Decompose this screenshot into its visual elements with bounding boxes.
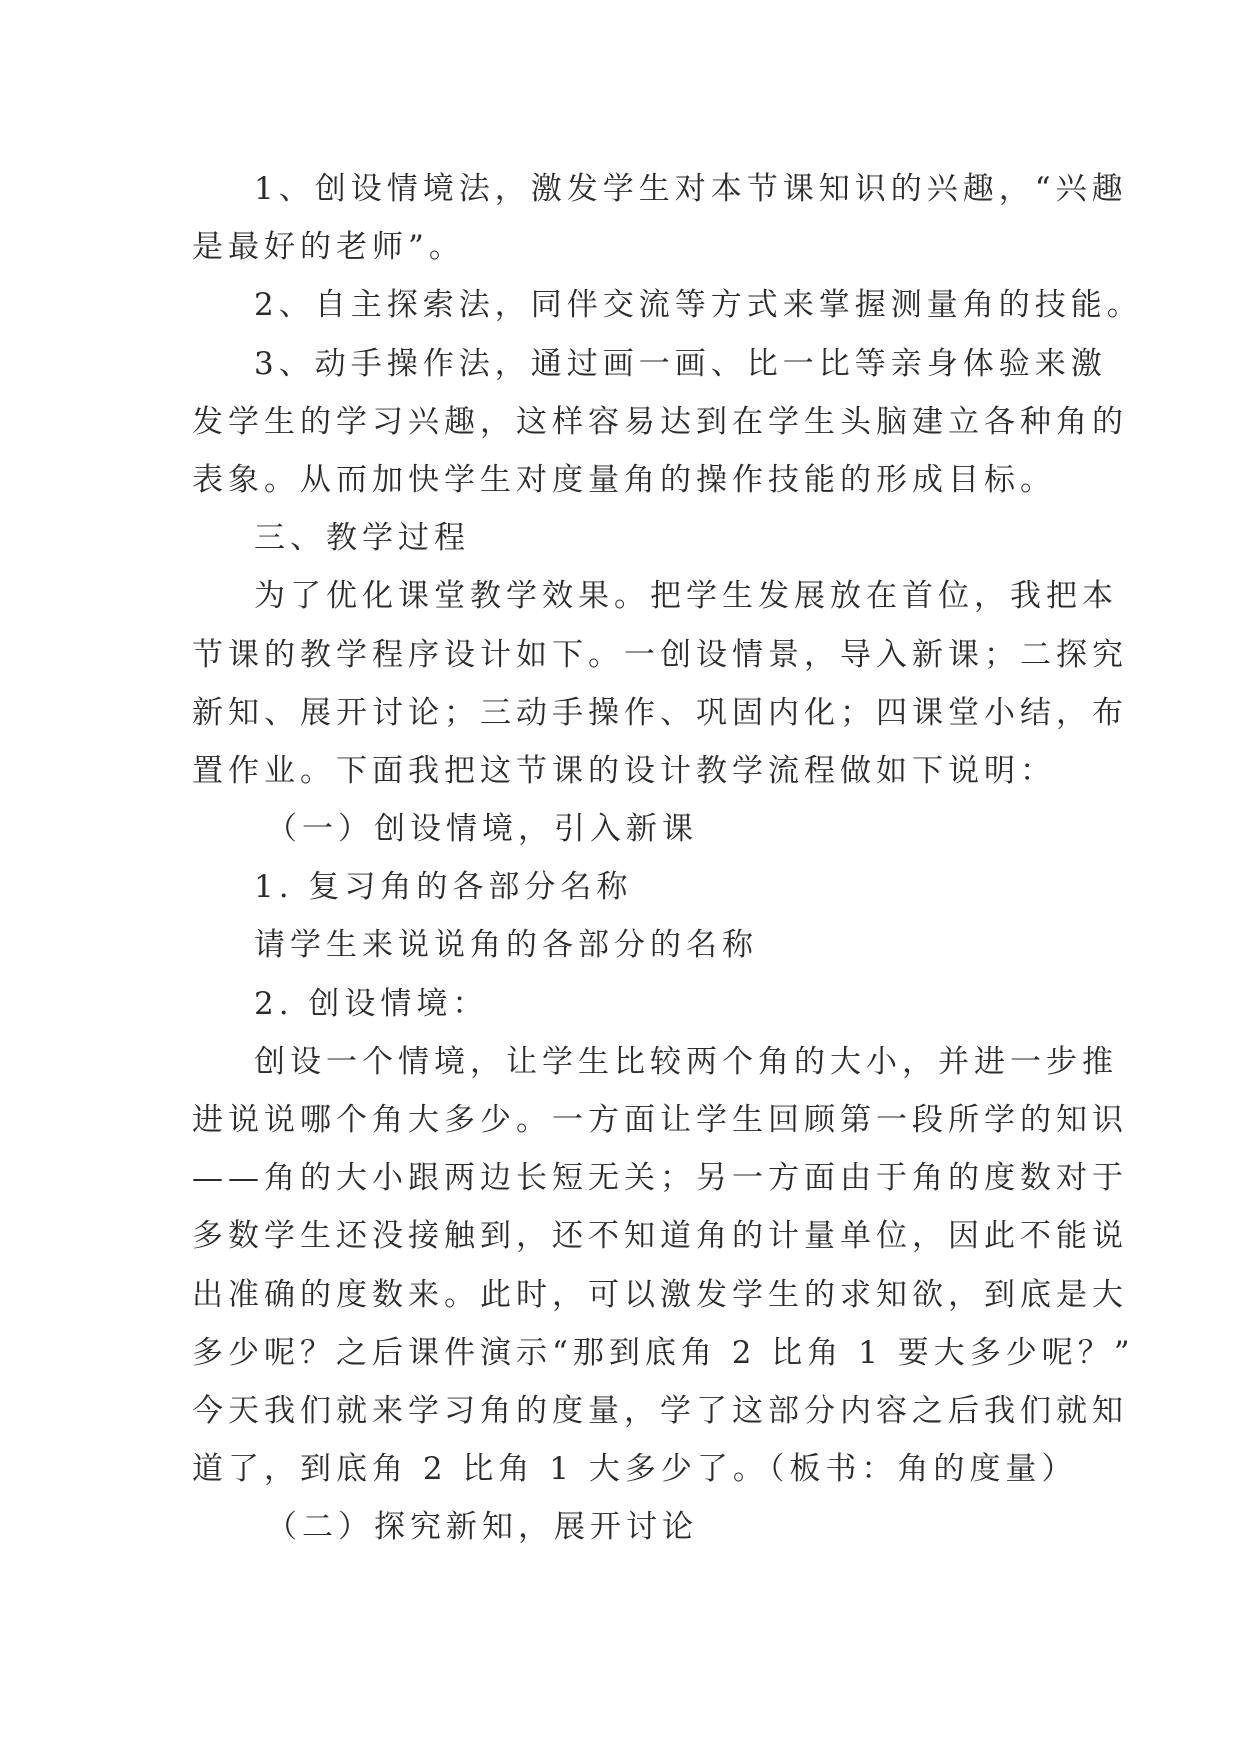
- paragraph-line: 新知、展开讨论；三动手操作、巩固内化；四课堂小结，布: [192, 694, 1128, 731]
- section-heading: 三、教学过程: [254, 520, 470, 557]
- paragraph-line: 多数学生还没接触到，还不知道角的计量单位，因此不能说: [192, 1218, 1128, 1255]
- paragraph-line: 是最好的老师”。: [192, 229, 465, 266]
- subsection-heading: （一）创设情境，引入新课: [266, 811, 698, 848]
- paragraph-line: 置作业。下面我把这节课的设计教学流程做如下说明：: [192, 752, 1056, 789]
- paragraph-line: 2、自主探索法，同伴交流等方式来掌握测量角的技能。: [254, 287, 1143, 324]
- paragraph-line: 多少呢？之后课件演示“那到底角 2 比角 1 要大多少呢？”: [192, 1334, 1135, 1371]
- paragraph-line: 1、创设情境法，激发学生对本节课知识的兴趣，“兴趣: [254, 171, 1128, 207]
- paragraph-line: 表象。从而加快学生对度量角的操作技能的形成目标。: [192, 461, 1056, 498]
- paragraph-line: 请学生来说说角的各部分的名称: [254, 927, 758, 964]
- paragraph-line: 今天我们就来学习角的度量，学了这部分内容之后我们就知: [192, 1392, 1128, 1429]
- paragraph-line: 道了，到底角 2 比角 1 大多少了。（板书：角的度量）: [192, 1451, 1078, 1488]
- paragraph-line: 进说说哪个角大多少。一方面让学生回顾第一段所学的知识: [192, 1102, 1128, 1138]
- subsection-heading: （二）探究新知，展开讨论: [266, 1509, 698, 1546]
- paragraph-line: 为了优化课堂教学效果。把学生发展放在首位，我把本: [254, 578, 1118, 615]
- paragraph-line: 节课的教学程序设计如下。一创设情景，导入新课；二探究: [192, 636, 1128, 673]
- paragraph-line: 3、动手操作法，通过画一画、比一比等亲身体验来激: [254, 345, 1107, 382]
- paragraph-line: ——角的大小跟两边长短无关；另一方面由于角的度数对于: [192, 1160, 1128, 1197]
- document-body: [192, 160, 1143, 1557]
- paragraph-line: 发学生的学习兴趣，这样容易达到在学生头脑建立各种角的: [192, 403, 1128, 440]
- paragraph-line: 出准确的度数来。此时，可以激发学生的求知欲，到底是大: [192, 1276, 1128, 1313]
- paragraph-line: 创设一个情境，让学生比较两个角的大小，并进一步推: [254, 1043, 1118, 1080]
- paragraph-line: 2. 创设情境：: [254, 985, 489, 1022]
- paragraph-line: 1. 复习角的各部分名称: [254, 869, 633, 906]
